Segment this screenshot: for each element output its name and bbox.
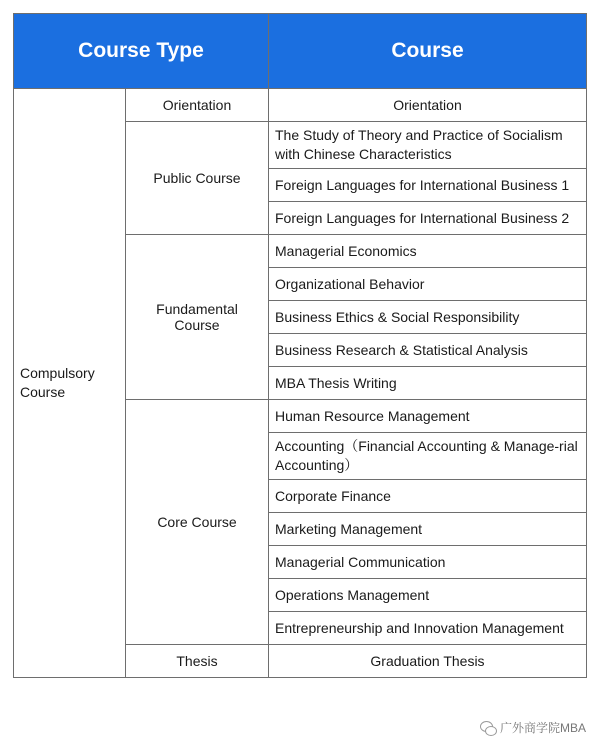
course-cell: Orientation: [269, 89, 587, 122]
group-label-public: Public Course: [126, 122, 269, 235]
table-row: [14, 89, 587, 122]
watermark: [480, 719, 586, 736]
wechat-icon: [480, 721, 496, 735]
course-table: [13, 13, 587, 678]
course-cell: Corporate Finance: [269, 480, 587, 513]
course-cell: Graduation Thesis: [269, 645, 587, 678]
course-cell: Managerial Economics: [269, 235, 587, 268]
course-cell: Foreign Languages for International Business 2: [269, 202, 587, 235]
group-label-fundamental: Fundamental Course: [126, 235, 269, 400]
course-cell: Accounting（Financial Accounting & Manage-rial Accounting）: [269, 433, 587, 480]
group-label-core: Core Course: [126, 400, 269, 645]
group-label-orientation: Orientation: [126, 89, 269, 122]
course-cell: Foreign Languages for International Business 1: [269, 169, 587, 202]
course-cell: Entrepreneurship and Innovation Management: [269, 612, 587, 645]
header-row: [14, 14, 587, 89]
course-cell: Business Ethics & Social Responsibility: [269, 301, 587, 334]
course-cell: Human Resource Management: [269, 400, 587, 433]
course-cell: The Study of Theory and Practice of Socialism with Chinese Characteristics: [269, 122, 587, 169]
course-cell: MBA Thesis Writing: [269, 367, 587, 400]
category-cell: Compulsory Course: [14, 89, 126, 678]
group-label-thesis: Thesis: [126, 645, 269, 678]
course-cell: Marketing Management: [269, 513, 587, 546]
header-course-type: Course Type: [14, 14, 269, 89]
watermark-text: 广外商学院MBA: [499, 721, 586, 735]
course-cell: Business Research & Statistical Analysis: [269, 334, 587, 367]
course-cell: Operations Management: [269, 579, 587, 612]
header-course: Course: [269, 14, 587, 89]
course-cell: Managerial Communication: [269, 546, 587, 579]
course-cell: Organizational Behavior: [269, 268, 587, 301]
